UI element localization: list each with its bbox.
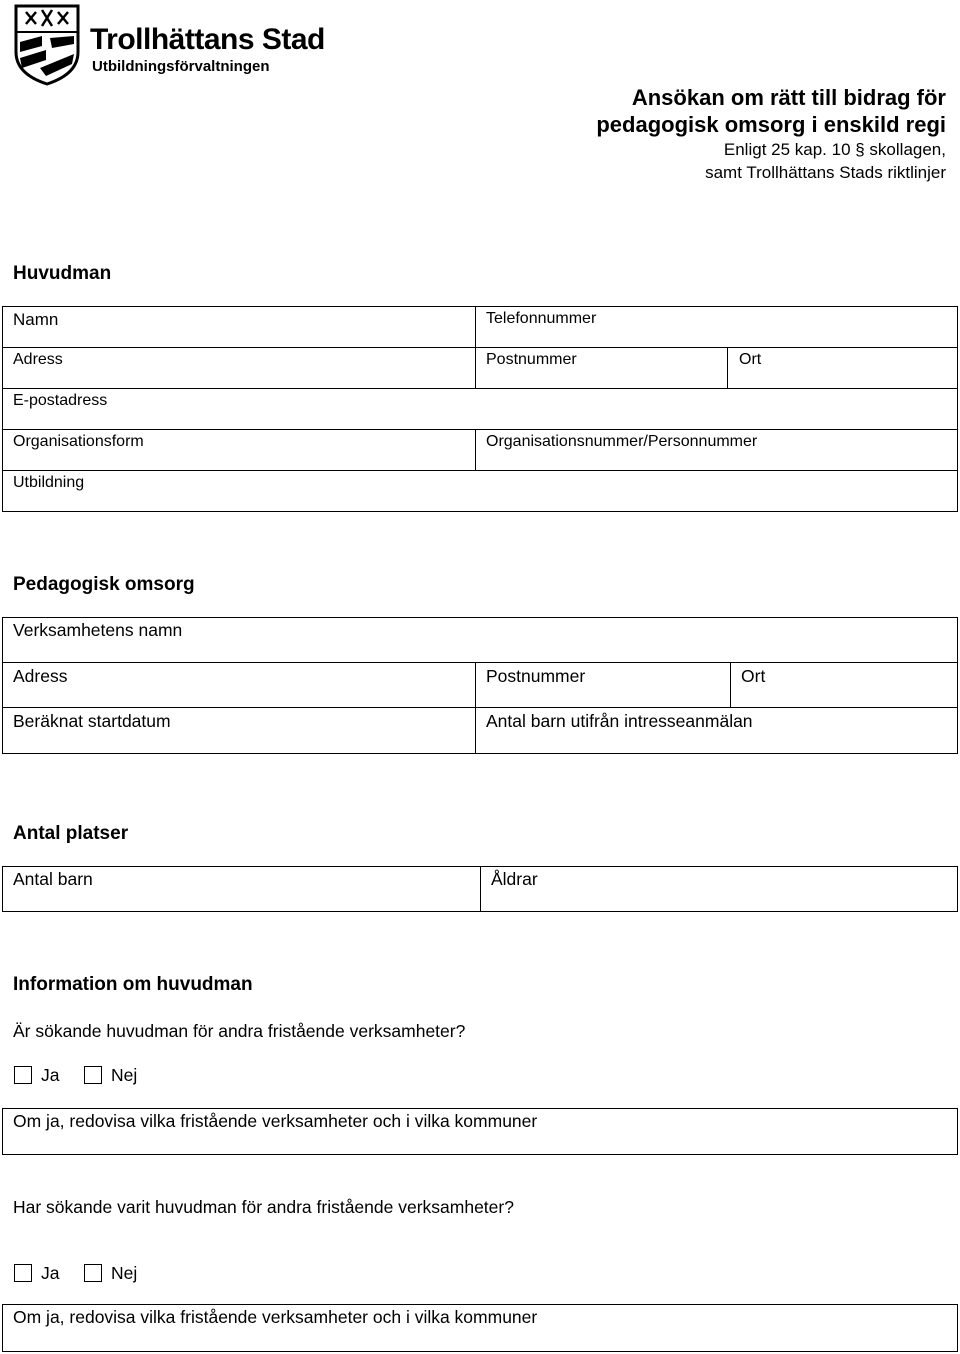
omsorg-postnummer-field[interactable]	[475, 662, 731, 708]
startdatum-label: Beräknat startdatum	[13, 711, 171, 731]
ja-checkbox-2[interactable]	[14, 1264, 32, 1282]
aldrar-label: Åldrar	[491, 869, 538, 889]
omsorg-ort-field[interactable]	[730, 662, 958, 708]
adress-field[interactable]	[2, 347, 476, 389]
form-title-line2: pedagogisk omsorg i enskild regi	[596, 112, 946, 137]
omsorg-ort-label: Ort	[741, 666, 766, 686]
ja-label-1: Ja	[41, 1065, 60, 1085]
question-previous-huvudman: Har sökande varit huvudman för andra fristående verksamheter?	[13, 1197, 514, 1217]
postnummer-label: Postnummer	[486, 351, 577, 368]
omsorg-postnummer-label: Postnummer	[486, 666, 586, 686]
utbildning-field[interactable]	[2, 470, 958, 512]
question-current-huvudman: Är sökande huvudman för andra fristående verksamheter?	[13, 1021, 466, 1041]
ja-checkbox-1[interactable]	[14, 1066, 32, 1084]
section-heading-huvudman: Huvudman	[13, 263, 112, 284]
nej-checkbox-2[interactable]	[84, 1264, 102, 1282]
detail-label-1: Om ja, redovisa vilka fristående verksamheter och i vilka kommuner	[13, 1111, 538, 1131]
antal-barn-intresse-label: Antal barn utifrån intresseanmälan	[486, 711, 753, 731]
ort-field[interactable]	[727, 347, 958, 389]
department-name: Utbildningsförvaltningen	[92, 58, 270, 75]
brand-name: Trollhättans Stad	[90, 23, 325, 56]
omsorg-adress-field[interactable]	[2, 662, 476, 708]
organisationsform-label: Organisationsform	[13, 433, 144, 450]
antal-barn-intresse-field[interactable]	[475, 707, 958, 754]
orgnummer-field[interactable]	[475, 429, 958, 471]
namn-field[interactable]	[2, 306, 476, 348]
nej-checkbox-1[interactable]	[84, 1066, 102, 1084]
telefonnummer-field[interactable]	[475, 306, 958, 348]
detail-field-1[interactable]	[2, 1108, 958, 1155]
title-block	[426, 84, 946, 184]
detail-field-2[interactable]	[2, 1304, 958, 1352]
form-subtitle-line1: Enligt 25 kap. 10 § skollagen,	[723, 140, 946, 159]
namn-label: Namn	[13, 310, 59, 329]
section-heading-information: Information om huvudman	[13, 974, 253, 995]
verksamhetens-namn-label: Verksamhetens namn	[13, 620, 183, 640]
organisationsform-field[interactable]	[2, 429, 476, 471]
aldrar-field[interactable]	[480, 866, 958, 912]
detail-label-2: Om ja, redovisa vilka fristående verksamheter och i vilka kommuner	[13, 1307, 538, 1327]
form-title-line1: Ansökan om rätt till bidrag för	[631, 85, 946, 110]
epost-field[interactable]	[2, 388, 958, 430]
ort-label: Ort	[739, 351, 762, 368]
antal-barn-label: Antal barn	[13, 869, 93, 889]
verksamhetens-namn-field[interactable]	[2, 617, 958, 663]
coat-of-arms-icon	[12, 2, 82, 86]
ja-label-2: Ja	[41, 1263, 60, 1283]
antal-barn-field[interactable]	[2, 866, 481, 912]
utbildning-label: Utbildning	[13, 474, 85, 491]
logo	[12, 2, 352, 86]
section-heading-omsorg: Pedagogisk omsorg	[13, 574, 195, 595]
nej-label-2: Nej	[111, 1263, 138, 1283]
adress-label: Adress	[13, 351, 63, 368]
orgnummer-label: Organisationsnummer/Personnummer	[486, 433, 758, 450]
section-heading-platser: Antal platser	[13, 823, 129, 844]
startdatum-field[interactable]	[2, 707, 476, 754]
nej-label-1: Nej	[111, 1065, 138, 1085]
form-subtitle-line2: samt Trollhättans Stads riktlinjer	[705, 163, 946, 182]
omsorg-adress-label: Adress	[13, 666, 68, 686]
telefonnummer-label: Telefonnummer	[486, 310, 597, 327]
postnummer-field[interactable]	[475, 347, 728, 389]
epost-label: E-postadress	[13, 392, 108, 409]
